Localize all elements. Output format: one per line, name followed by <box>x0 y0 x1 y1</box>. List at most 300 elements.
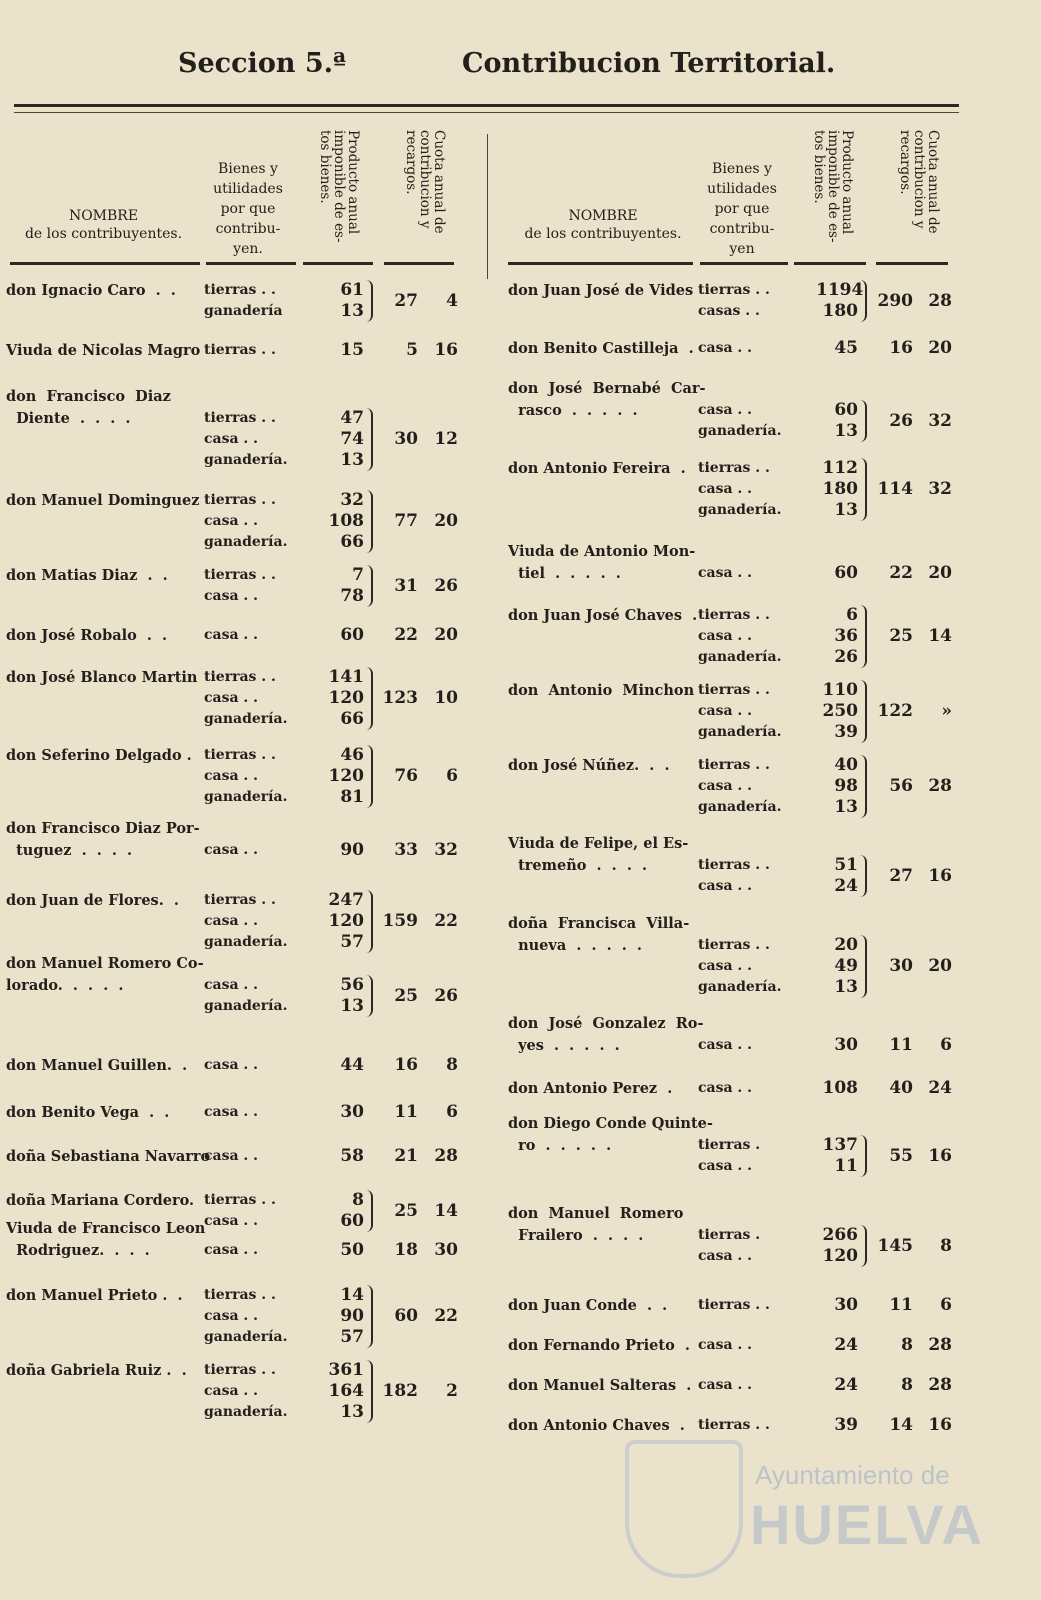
property-type: casa . . <box>698 1080 753 1096</box>
property-type: tierras . . <box>698 282 770 298</box>
bienes-header-line: Bienes y <box>712 161 772 177</box>
property-type: casa . . <box>698 703 753 719</box>
property-type: casa . . <box>204 1213 259 1229</box>
annual-product-value: 45 <box>834 338 858 358</box>
header-underline <box>876 262 948 265</box>
property-type: casa . . <box>204 513 259 529</box>
header-underline <box>384 262 454 265</box>
contributor-name: tuguez . . . . <box>6 842 133 859</box>
contributor-name: don Francisco Diaz Por- <box>6 820 200 837</box>
annual-product-value: 250 <box>822 701 858 721</box>
left-table-header <box>6 120 476 265</box>
property-type: ganadería. <box>698 724 782 740</box>
property-type: tierras . . <box>698 1417 770 1433</box>
annual-product-value: 13 <box>340 1402 364 1422</box>
tax-amount-fraction: 28 <box>928 290 952 311</box>
property-type: tierras . . <box>204 342 276 358</box>
tax-amount-fraction: 30 <box>434 1240 458 1260</box>
tax-amount-whole: 122 <box>877 701 913 721</box>
header-underline <box>794 262 866 265</box>
annual-product-value: 180 <box>822 301 858 321</box>
watermark <box>625 1440 984 1580</box>
contributor-name: don Antonio Perez . <box>508 1080 673 1097</box>
contributor-name: Viuda de Francisco Leon <box>6 1220 206 1237</box>
tax-amount-whole: 25 <box>394 1200 418 1221</box>
property-type: ganadería. <box>698 502 782 518</box>
annual-product-value: 164 <box>328 1381 364 1401</box>
annual-product-value: 24 <box>834 1375 858 1395</box>
contributor-name: Viuda de Felipe, el Es- <box>508 835 689 852</box>
property-type: casas . . <box>698 303 760 319</box>
brace-mark <box>366 975 373 1017</box>
property-type: tierras . . <box>204 747 276 763</box>
property-type: casa . . <box>698 340 753 356</box>
property-type: casa . . <box>698 1158 753 1174</box>
tax-amount-whole: 60 <box>394 1306 418 1326</box>
brace-mark <box>366 1285 373 1348</box>
annual-product-value: 266 <box>822 1225 858 1245</box>
tax-amount-fraction: 6 <box>940 1035 952 1055</box>
annual-product-value: 141 <box>328 667 364 687</box>
contributor-name: lorado. . . . . <box>6 977 124 994</box>
property-type: casa . . <box>204 431 259 447</box>
header-rule <box>14 104 959 107</box>
annual-product-value: 56 <box>340 975 364 995</box>
contributor-name: don Matias Diaz . . <box>6 567 168 584</box>
tax-amount-fraction: » <box>941 701 952 721</box>
tax-amount-fraction: 22 <box>434 1306 458 1326</box>
property-type: casa . . <box>204 1308 259 1324</box>
tax-amount-fraction: 6 <box>446 1102 458 1122</box>
annual-product-value: 13 <box>834 500 858 520</box>
tax-amount-fraction: 2 <box>446 1381 458 1401</box>
tax-amount-whole: 27 <box>889 865 913 886</box>
brace-mark <box>860 855 867 897</box>
annual-product-value: 36 <box>834 626 858 646</box>
bienes-column-header <box>698 159 786 259</box>
tax-amount-fraction: 20 <box>928 956 952 976</box>
annual-product-value: 30 <box>340 1102 364 1122</box>
annual-product-value: 137 <box>822 1135 858 1155</box>
annual-product-value: 20 <box>834 935 858 955</box>
contributor-name: tiel . . . . . <box>508 565 621 582</box>
contributor-name: don José Gonzalez Ro- <box>508 1015 704 1032</box>
property-type: casa . . <box>698 481 753 497</box>
annual-product-value: 120 <box>328 766 364 786</box>
annual-product-value: 61 <box>340 280 364 300</box>
annual-product-value: 66 <box>340 532 364 552</box>
annual-product-value: 30 <box>834 1295 858 1315</box>
contributor-name: doña Mariana Cordero. <box>6 1192 195 1209</box>
tax-amount-fraction: 14 <box>928 626 952 646</box>
header-underline <box>303 262 373 265</box>
annual-product-value: 60 <box>834 400 858 420</box>
tax-amount-fraction: 6 <box>446 766 458 786</box>
annual-product-value: 24 <box>834 876 858 896</box>
property-type: ganadería. <box>698 423 782 439</box>
header-underline <box>206 262 296 265</box>
annual-product-value: 32 <box>340 490 364 510</box>
header-underline <box>700 262 788 265</box>
annual-product-value: 110 <box>822 680 858 700</box>
tax-amount-whole: 16 <box>394 1055 418 1075</box>
contributor-name: don Seferino Delgado . <box>6 747 192 764</box>
tax-amount-whole: 26 <box>889 410 913 431</box>
property-type: ganadería. <box>204 1329 288 1345</box>
annual-product-value: 57 <box>340 1327 364 1347</box>
annual-product-value: 13 <box>834 421 858 441</box>
tax-amount-whole: 11 <box>394 1102 418 1122</box>
contributor-name: don Antonio Fereira . <box>508 460 686 477</box>
property-type: casa . . <box>698 778 753 794</box>
contributor-name: doña Sebastiana Navarro <box>6 1148 211 1165</box>
tax-amount-whole: 22 <box>889 563 913 583</box>
page-title: Contribucion Territorial. <box>462 48 836 79</box>
annual-product-value: 40 <box>834 755 858 775</box>
name-column-header <box>6 207 201 243</box>
contributor-name: don Fernando Prieto . <box>508 1337 690 1354</box>
watermark-line2: HUELVA <box>750 1493 984 1556</box>
tax-amount-whole: 123 <box>382 688 418 708</box>
contributor-name: don Manuel Romero <box>508 1205 684 1222</box>
contributor-name: Diente . . . . <box>6 410 131 427</box>
header-underline <box>508 262 693 265</box>
tax-amount-fraction: 32 <box>928 479 952 499</box>
property-type: casa . . <box>204 913 259 929</box>
tax-amount-whole: 21 <box>394 1146 418 1166</box>
property-type: casa . . <box>204 1104 259 1120</box>
tax-amount-whole: 25 <box>394 985 418 1006</box>
tax-amount-whole: 76 <box>394 766 418 786</box>
tax-amount-fraction: 26 <box>434 575 458 596</box>
property-type: casa . . <box>698 1037 753 1053</box>
bienes-header-line: contribu- <box>215 221 281 237</box>
contributor-name: Frailero . . . . <box>508 1227 644 1244</box>
contributor-name: don Juan José Chaves . <box>508 607 698 624</box>
annual-product-value: 180 <box>822 479 858 499</box>
annual-product-value: 1194 <box>816 280 864 300</box>
contributor-name: don Antonio Chaves . <box>508 1417 685 1434</box>
page-header <box>0 48 1041 88</box>
bienes-header-line: por que <box>220 201 276 217</box>
annual-product-value: 26 <box>834 647 858 667</box>
bienes-header-line: por que <box>714 201 770 217</box>
contributor-name: don José Robalo . . <box>6 627 168 644</box>
brace-mark <box>860 935 867 998</box>
tax-amount-whole: 290 <box>877 290 913 311</box>
brace-mark <box>366 408 373 471</box>
property-type: ganadería <box>204 303 283 319</box>
tax-amount-fraction: 10 <box>434 688 458 708</box>
property-type: tierras . . <box>204 892 276 908</box>
tax-amount-whole: 182 <box>382 1381 418 1401</box>
contributor-name: ro . . . . . <box>508 1137 612 1154</box>
annual-product-value: 108 <box>822 1078 858 1098</box>
tax-amount-fraction: 22 <box>434 911 458 931</box>
brace-mark <box>860 605 867 668</box>
property-type: ganadería. <box>204 934 288 950</box>
annual-product-value: 39 <box>834 722 858 742</box>
property-type: tierras . . <box>698 857 770 873</box>
tax-amount-fraction: 16 <box>434 340 458 360</box>
property-type: tierras . . <box>204 410 276 426</box>
annual-product-value: 361 <box>328 1360 364 1380</box>
annual-product-value: 8 <box>352 1190 364 1210</box>
tax-amount-whole: 8 <box>901 1335 913 1355</box>
contributor-name: don Manuel Guillen. . <box>6 1057 188 1074</box>
tax-amount-whole: 11 <box>889 1295 913 1315</box>
tax-amount-fraction: 20 <box>928 563 952 583</box>
contributor-name: Viuda de Nicolas Magro <box>6 342 201 359</box>
annual-product-value: 78 <box>340 586 364 606</box>
contributor-name: don Manuel Prieto . . <box>6 1287 183 1304</box>
contributor-name: tremeño . . . . <box>508 857 648 874</box>
annual-product-value: 66 <box>340 709 364 729</box>
bienes-header-line: Bienes y <box>218 161 278 177</box>
property-type: casa . . <box>204 1242 259 1258</box>
property-type: casa . . <box>698 1337 753 1353</box>
property-type: casa . . <box>204 768 259 784</box>
annual-product-value: 11 <box>834 1156 858 1176</box>
annual-product-value: 57 <box>340 932 364 952</box>
annual-product-value: 120 <box>328 688 364 708</box>
tax-amount-whole: 25 <box>889 626 913 646</box>
producto-column-header: Producto anual imponible de es- tos bienes. <box>317 130 361 243</box>
brace-mark <box>366 280 373 322</box>
annual-product-value: 49 <box>834 956 858 976</box>
property-type: casa . . <box>204 842 259 858</box>
property-type: casa . . <box>698 878 753 894</box>
contributor-name: yes . . . . . <box>508 1037 620 1054</box>
tax-amount-fraction: 28 <box>928 776 952 796</box>
contributor-name: don Francisco Diaz <box>6 388 171 405</box>
annual-product-value: 44 <box>340 1055 364 1075</box>
tax-amount-whole: 30 <box>889 956 913 976</box>
contributor-name: don Diego Conde Quinte- <box>508 1115 713 1132</box>
property-type: tierras . . <box>204 1362 276 1378</box>
brace-mark <box>366 667 373 730</box>
property-type: ganadería. <box>698 799 782 815</box>
tax-amount-whole: 30 <box>394 429 418 449</box>
column-divider <box>487 134 488 279</box>
annual-product-value: 108 <box>328 511 364 531</box>
annual-product-value: 58 <box>340 1146 364 1166</box>
annual-product-value: 90 <box>340 1306 364 1326</box>
watermark-line1: Ayuntamiento de <box>755 1460 950 1490</box>
brace-mark <box>366 745 373 808</box>
tax-amount-fraction: 28 <box>928 1335 952 1355</box>
contributor-name: don José Blanco Martin <box>6 669 198 686</box>
property-type: casa . . <box>698 1248 753 1264</box>
tax-amount-fraction: 32 <box>434 840 458 860</box>
contributor-name: don José Bernabé Car- <box>508 380 706 397</box>
bienes-header-line: yen. <box>233 241 263 257</box>
property-type: ganadería. <box>204 789 288 805</box>
tax-amount-whole: 114 <box>877 479 913 499</box>
annual-product-value: 13 <box>340 301 364 321</box>
annual-product-value: 30 <box>834 1035 858 1055</box>
contributor-name: doña Francisca Villa- <box>508 915 690 932</box>
tax-amount-fraction: 14 <box>434 1200 458 1221</box>
property-type: ganadería. <box>204 1404 288 1420</box>
tax-amount-whole: 56 <box>889 776 913 796</box>
annual-product-value: 120 <box>328 911 364 931</box>
name-header-line: de los contribuyentes. <box>24 226 183 242</box>
contributor-name: Rodriguez. . . . <box>6 1242 150 1259</box>
property-type: tierras . . <box>204 1192 276 1208</box>
annual-product-value: 90 <box>340 840 364 860</box>
annual-product-value: 60 <box>340 1211 364 1231</box>
contributor-name: nueva . . . . . <box>508 937 642 954</box>
tax-amount-whole: 14 <box>889 1415 913 1435</box>
contributor-name: don Manuel Dominguez <box>6 492 200 509</box>
property-type: tierras . . <box>698 682 770 698</box>
brace-mark <box>860 680 867 743</box>
property-type: casa . . <box>698 628 753 644</box>
tax-amount-fraction: 6 <box>940 1295 952 1315</box>
name-header-line: de los contribuyentes. <box>524 226 682 242</box>
contributor-name: don José Núñez. . . <box>508 757 670 774</box>
tax-amount-fraction: 24 <box>928 1078 952 1098</box>
property-type: tierras . . <box>204 492 276 508</box>
tax-amount-fraction: 20 <box>928 338 952 358</box>
contributor-name: Viuda de Antonio Mon- <box>508 543 696 560</box>
tax-amount-fraction: 8 <box>446 1055 458 1075</box>
brace-mark <box>366 1360 373 1423</box>
property-type: casa . . <box>698 402 753 418</box>
tax-amount-whole: 33 <box>394 840 418 860</box>
tax-amount-fraction: 20 <box>434 511 458 531</box>
annual-product-value: 112 <box>822 458 858 478</box>
contributor-name: don Benito Castilleja . <box>508 340 694 357</box>
tax-amount-fraction: 16 <box>928 1145 952 1166</box>
property-type: casa . . <box>204 1383 259 1399</box>
contributor-name: don Juan Conde . . <box>508 1297 668 1314</box>
tax-amount-whole: 11 <box>889 1035 913 1055</box>
tax-amount-whole: 18 <box>394 1240 418 1260</box>
property-type: ganadería. <box>698 649 782 665</box>
annual-product-value: 60 <box>340 625 364 645</box>
annual-product-value: 98 <box>834 776 858 796</box>
brace-mark <box>860 1135 867 1177</box>
tax-amount-whole: 145 <box>877 1235 913 1256</box>
annual-product-value: 7 <box>352 565 364 585</box>
tax-amount-fraction: 32 <box>928 410 952 431</box>
contributor-name: don Manuel Salteras . <box>508 1377 692 1394</box>
contributor-name: don Antonio Minchon <box>508 682 695 699</box>
annual-product-value: 247 <box>328 890 364 910</box>
property-type: casa . . <box>204 627 259 643</box>
brace-mark <box>860 280 867 322</box>
annual-product-value: 14 <box>340 1285 364 1305</box>
property-type: casa . . <box>204 690 259 706</box>
cuota-column-header: Cuota anual de contribucion y recargos. <box>403 130 447 234</box>
property-type: ganadería. <box>698 979 782 995</box>
property-type: casa . . <box>204 588 259 604</box>
contributor-name: don Benito Vega . . <box>6 1104 170 1121</box>
tax-amount-whole: 40 <box>889 1078 913 1098</box>
annual-product-value: 13 <box>834 797 858 817</box>
tax-amount-whole: 8 <box>901 1375 913 1395</box>
property-type: tierras . <box>698 1227 761 1243</box>
property-type: tierras . . <box>698 757 770 773</box>
annual-product-value: 6 <box>846 605 858 625</box>
brace-mark <box>366 490 373 553</box>
tax-amount-fraction: 28 <box>434 1146 458 1166</box>
property-type: casa . . <box>204 1148 259 1164</box>
property-type: ganadería. <box>204 534 288 550</box>
annual-product-value: 81 <box>340 787 364 807</box>
property-type: ganadería. <box>204 998 288 1014</box>
property-type: casa . . <box>204 977 259 993</box>
property-type: tierras . . <box>204 1287 276 1303</box>
property-type: casa . . <box>698 565 753 581</box>
tax-amount-fraction: 28 <box>928 1375 952 1395</box>
brace-mark <box>366 890 373 953</box>
brace-mark <box>366 565 373 607</box>
property-type: tierras . . <box>204 567 276 583</box>
annual-product-value: 47 <box>340 408 364 428</box>
annual-product-value: 13 <box>834 977 858 997</box>
property-type: tierras . . <box>698 1297 770 1313</box>
annual-product-value: 60 <box>834 563 858 583</box>
bienes-header-line: utilidades <box>707 181 777 197</box>
property-type: tierras . . <box>204 282 276 298</box>
header-underline <box>10 262 200 265</box>
right-table-header <box>508 120 968 265</box>
annual-product-value: 46 <box>340 745 364 765</box>
tax-amount-fraction: 26 <box>434 985 458 1006</box>
tax-amount-whole: 31 <box>394 575 418 596</box>
bienes-header-line: utilidades <box>213 181 283 197</box>
property-type: tierras . . <box>698 607 770 623</box>
tax-amount-fraction: 20 <box>434 625 458 645</box>
brace-mark <box>860 1225 867 1267</box>
tax-amount-whole: 27 <box>394 290 418 311</box>
annual-product-value: 24 <box>834 1335 858 1355</box>
tax-amount-whole: 5 <box>406 340 418 360</box>
producto-column-header: Producto anual imponible de es- tos bienes. <box>811 130 855 243</box>
property-type: casa . . <box>204 1057 259 1073</box>
brace-mark <box>860 400 867 442</box>
property-type: tierras . <box>698 1137 761 1153</box>
annual-product-value: 13 <box>340 996 364 1016</box>
name-header-line: NOMBRE <box>68 208 139 224</box>
brace-mark <box>860 755 867 818</box>
property-type: casa . . <box>698 1377 753 1393</box>
annual-product-value: 50 <box>340 1240 364 1260</box>
tax-amount-fraction: 8 <box>940 1235 952 1256</box>
bienes-column-header <box>204 159 292 259</box>
annual-product-value: 51 <box>834 855 858 875</box>
annual-product-value: 15 <box>340 340 364 360</box>
bienes-header-line: contribu- <box>709 221 775 237</box>
contributor-name: don Ignacio Caro . . <box>6 282 176 299</box>
tax-amount-whole: 55 <box>889 1145 913 1166</box>
contributor-name: don Juan José de Vides <box>508 282 694 299</box>
property-type: tierras . . <box>204 669 276 685</box>
annual-product-value: 120 <box>822 1246 858 1266</box>
name-header-line: NOMBRE <box>568 208 638 224</box>
header-rule-thin <box>14 112 959 113</box>
section-label: Seccion 5.ª <box>178 48 347 79</box>
contributor-name: rasco . . . . . <box>508 402 638 419</box>
property-type: ganadería. <box>204 452 288 468</box>
contributor-name: don Manuel Romero Co- <box>6 955 204 972</box>
name-column-header <box>508 207 698 243</box>
annual-product-value: 74 <box>340 429 364 449</box>
tax-amount-whole: 159 <box>382 911 418 931</box>
